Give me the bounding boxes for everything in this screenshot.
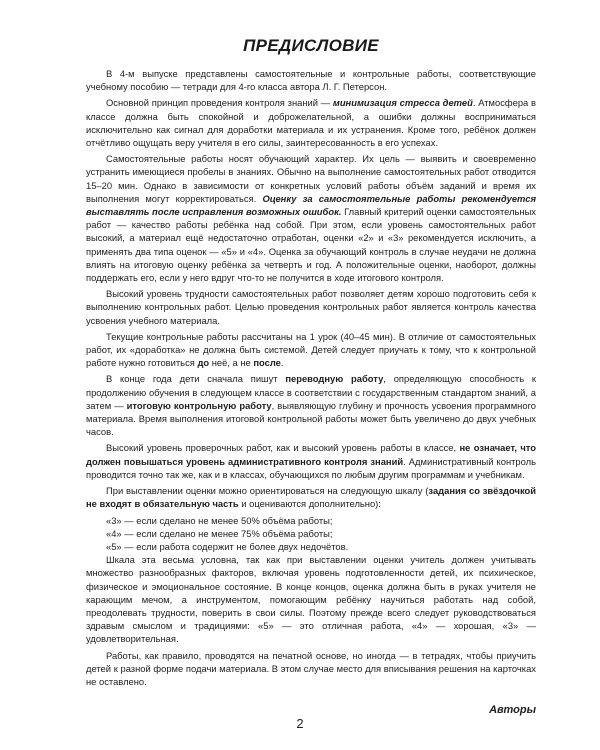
paragraph-text: Высокий уровень проверочных работ, как и высокий уровень работы в классе, xyxy=(106,442,460,454)
preface-body-continued xyxy=(86,553,536,688)
preface-page xyxy=(86,0,536,716)
paragraph-text: Шкала эта весьма условна, так как при выставлении оценки учитель должен учитывать множество разнообразных факторов, включая уровень подготовленности детей, их психическое, физическое и эмоциональное состояние. В конце концов, оценка должна быть в руках учителя не карающим мечом, а инструментом, помогающим ребёнку научиться работать над собой, преодолевать трудности, поверить в свои силы. Поэтому прежде всего следует руководствоваться здравым смыслом и традициями: «5» — это отличная работа, «4» — хорошая, «3» — удовлетворительная. xyxy=(86,554,536,645)
paragraph xyxy=(86,152,536,284)
paragraph-text: В конце года дети сначала пишут xyxy=(106,373,286,385)
paragraph-text: . xyxy=(280,357,284,369)
paragraph xyxy=(86,649,536,689)
emphasis-text: Оценку за самостоятельные работы рекомендуется выставлять после исправления возможных ошибок. xyxy=(86,192,536,218)
paragraph-text: Работы, как правило, проводятся на печатной основе, но иногда — в тетрадях, чтобы приучить детей к разной форме подачи материала. В этом случае место для вписывания решения на карточках не оставлено. xyxy=(86,649,536,687)
page-number: 2 xyxy=(296,716,304,731)
emphasis-text: переводную работу xyxy=(285,373,384,385)
page-title: ПРЕДИСЛОВИЕ xyxy=(243,36,379,55)
authors-signature: Авторы xyxy=(489,704,536,717)
paragraph xyxy=(86,330,536,370)
paragraph-text: Текущие контрольные работы рассчитаны на 1 урок (40–45 мин). В отличие от самостоятельных работ, их «доработка» не должна быть системой. Детей следует приучать к тому, что к контрольной работе нужно готовиться xyxy=(86,330,536,369)
preface-body xyxy=(86,67,536,511)
emphasis-text: задания со звёздочкой не входят в обязательную часть xyxy=(86,485,537,510)
grading-scale-item: «3» — если сделано не менее 50% объёма работы; xyxy=(106,514,333,526)
paragraph-text: При выставлении оценки можно ориентироваться на следующую шкалу ( xyxy=(106,485,429,497)
paragraph xyxy=(86,287,536,327)
emphasis-text: после xyxy=(253,357,281,369)
emphasis-text: минимизация стресса детей xyxy=(332,97,473,109)
paragraph-text: Главный критерий оценки самостоятельных работ — качество работы ребёнка над собой. При этом, если уровень самостоятельных работ высокий, а материал ещё недостаточно отработан, оценки «2» и «3» рекомендуется исключить, а применять два типа оценок — «5» и «4». Оценка за обучающий контроль в случае неудачи не должна влиять на итоговую оценку ребёнка за четверть и год. А положительные оценки, наоборот, должны поддержать его, если у него вдруг что-то не получится в ходе итогового контроля. xyxy=(86,206,536,284)
paragraph xyxy=(86,484,536,510)
paragraph-text: Самостоятельные работы носят обучающий характер. Их цель — выявить и своевременно устранить имеющиеся пробелы в знаниях. Обычно на выполнение самостоятельных работ отводится 15–20 мин. Однако в зависимости от конкретных условий работы объём заданий и время их выполнения могут корректироваться. xyxy=(86,153,536,204)
paragraph-text: , определяющую способность к продолжению обучения в следующем классе в соответствии с государственным стандартом знаний, а затем — xyxy=(86,373,536,411)
paragraph-text: Основной принцип проведения контроля знаний — xyxy=(106,97,333,109)
paragraph xyxy=(86,67,536,93)
paragraph-text: . Административный контроль проводится точно так же, как и в классах, обучающихся по любым другим программам и учебникам. xyxy=(86,455,537,480)
paragraph-text: . Атмосфера в классе должна быть спокойной и доброжелательной, а ошибки должны восприниматься исключительно как сигнал для доработки материала и их устранения. Кроме того, ребёнок должен отчётливо ощущать веру учителя в его силы, заинтересованность в его успехах. xyxy=(86,97,536,149)
grading-scale-list xyxy=(86,514,536,554)
emphasis-text: итоговую контрольную работу xyxy=(126,399,272,411)
paragraph-text: В 4-м выпуске представлены самостоятельные и контрольные работы, соответствующие учебному пособию — тетради для 4-го класса автора Л. Г. Петерсон. xyxy=(86,68,536,93)
paragraph-text: , выявляющую глубину и прочность усвоения программного материала. Время выполнения итоговой контрольной работы может быть увеличено до двух учебных часов. xyxy=(86,399,536,438)
paragraph xyxy=(86,553,536,645)
paragraph xyxy=(86,96,536,149)
paragraph xyxy=(86,441,536,481)
paragraph-text: Высокий уровень трудности самостоятельных работ позволяет детям хорошо подготовить себя к выполнению контрольных работ. Целью проведения контрольных работ является контроль качества усвоения учебного материала. xyxy=(86,288,536,326)
grading-scale-item: «5» — если работа содержит не более двух недочётов. xyxy=(106,540,349,552)
emphasis-text: до xyxy=(197,357,210,369)
grading-scale-item: «4» — если сделано не менее 75% объёма работы; xyxy=(106,527,333,539)
paragraph-text: и оцениваются дополнительно): xyxy=(238,498,381,510)
paragraph-text: неё, а не xyxy=(209,357,254,369)
paragraph xyxy=(86,372,536,438)
emphasis-text: не означает, что должен повышаться уровень административного контроля знаний xyxy=(86,442,536,467)
